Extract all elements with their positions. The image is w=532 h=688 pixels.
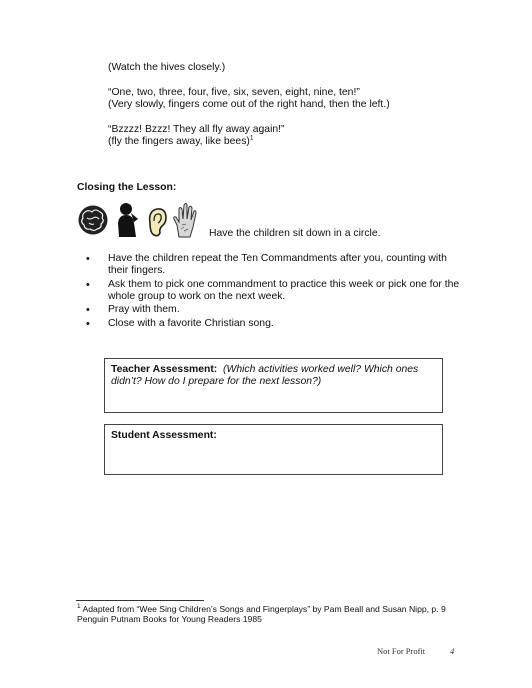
rhyme-line-2: “One, two, three, four, five, six, seven, eight, nine, ten!” (108, 87, 360, 98)
footnote-ref: 1 (249, 134, 254, 142)
footnote-line-2: Penguin Putnam Books for Young Readers 1985 (77, 614, 262, 624)
brain-icon (79, 206, 108, 235)
rhyme-line-5 (108, 136, 254, 148)
ear-icon (150, 209, 166, 236)
footnote-text-1: Adapted from “Wee Sing Children’s Songs and Fingerplays” by Pam Beall and Susan Nipp, p. 9 (82, 604, 446, 614)
rhyme-line-3: (Very slowly, fingers come out of the right hand, then the left.) (108, 99, 390, 110)
footer-label: Not For Profit (377, 646, 426, 656)
teacher-assessment-prompt: (Which activities worked well? Which ones didn’t? How do I prepare for the next lesson?) (111, 364, 419, 387)
student-assessment-label: Student Assessment: (111, 430, 217, 441)
list-item: • Pray with them. (84, 304, 464, 316)
list-item: • Close with a favorite Christian song. (84, 318, 464, 330)
rhyme-line-4: “Bzzzz! Bzzz! They all fly away again!” (108, 124, 285, 135)
rhyme-line-1: (Watch the hives closely.) (108, 62, 226, 73)
circle-instruction: Have the children sit down in a circle. (209, 228, 381, 239)
footnote-divider (76, 600, 204, 601)
list-item: • Have the children repeat the Ten Commandments after you, counting with their fingers. (84, 253, 464, 277)
page-number: 4 (450, 646, 455, 656)
list-item: • Ask them to pick one commandment to practice this week or pick one for the whole group to work on the next week. (84, 279, 464, 303)
teacher-assessment-text (111, 364, 436, 388)
senses-icon-row (78, 201, 204, 239)
rhyme-line-5-text: (fly the fingers away, like bees) (108, 136, 250, 147)
closing-steps-list (84, 253, 464, 331)
teacher-assessment-label: Teacher Assessment: (111, 364, 218, 375)
praying-child-icon (118, 203, 138, 237)
student-assessment-box[interactable] (104, 424, 443, 475)
senses-icons-svg (78, 201, 204, 239)
hand-icon (174, 204, 196, 238)
teacher-assessment-box[interactable] (104, 358, 443, 413)
closing-heading: Closing the Lesson: (77, 182, 177, 193)
footnote-marker: 1 (77, 603, 81, 611)
student-assessment-text (111, 430, 436, 442)
footnote-line-1 (77, 604, 446, 614)
